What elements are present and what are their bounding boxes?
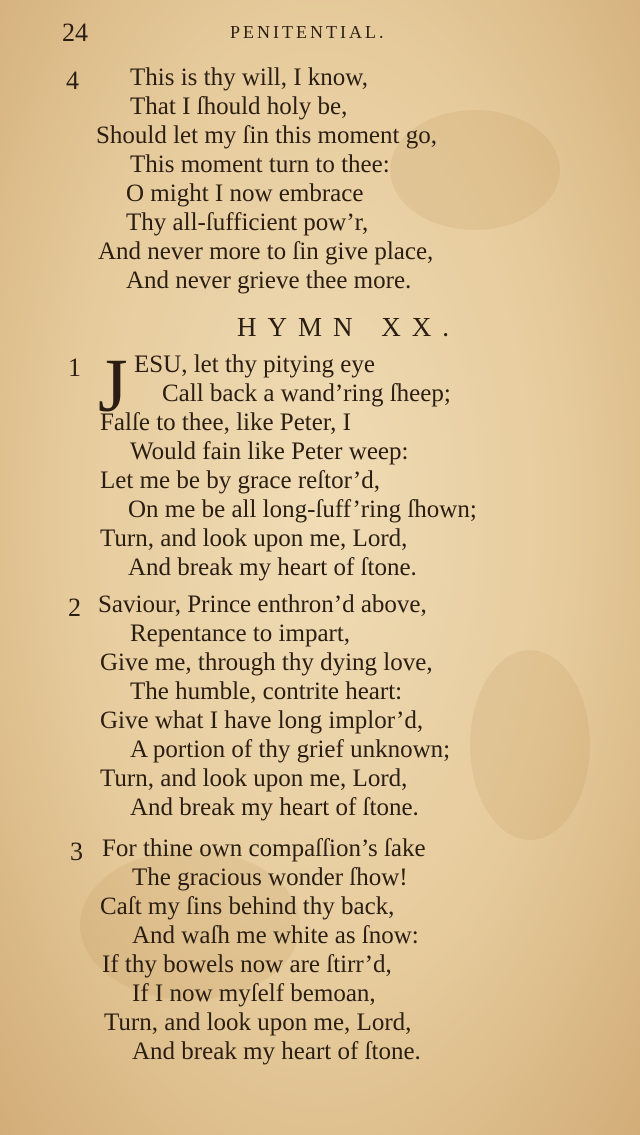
verse-line: And break my heart of ſtone. [130,794,419,821]
verse-line: The gracious wonder ſhow! [132,864,408,891]
hymn-title: HYMN XX. [237,312,460,342]
verse-line: And never more to ſin give place, [98,238,434,265]
verse-line: And waſh me white as ſnow: [132,922,419,949]
verse-line: Let me be by grace reſtor’d, [100,467,380,494]
verse-line: And never grieve thee more. [126,267,412,294]
verse-line: Thy all-ſufficient pow’r, [126,209,369,236]
verse-line: Turn, and look upon me, Lord, [100,525,408,552]
verse-line: And break my heart of ſtone. [128,554,417,581]
verse-line: Caſt my ſins behind thy back, [100,893,395,920]
verse-line: This is thy will, I know, [130,64,368,91]
verse-line: This moment turn to thee: [130,151,390,178]
verse-line: Turn, and look upon me, Lord, [104,1009,412,1036]
stanza-number: 3 [70,837,83,866]
verse-line: Repentance to impart, [130,620,351,647]
verse-line: That I ſhould holy be, [130,93,348,120]
verse-line: If thy bowels now are ſtirr’d, [102,951,392,978]
page-number: 24 [62,18,88,47]
verse-line: Call back a wand’ring ſheep; [162,380,451,407]
running-head: PENITENTIAL. [230,22,387,42]
verse-line: On me be all long-ſuff’ring ſhown; [128,496,477,523]
verse-line: Turn, and look upon me, Lord, [100,765,408,792]
stanza-number: 1 [68,353,81,382]
drop-cap: J [98,344,128,428]
stanza-number: 2 [68,593,81,622]
verse-line: Falſe to thee, like Peter, I [100,409,352,436]
verse-line: Give me, through thy dying love, [100,649,433,676]
verse-line: If I now myſelf bemoan, [132,980,376,1007]
verse-line: A portion of thy grief unknown; [130,736,451,763]
verse-line: The humble, contrite heart: [130,678,403,705]
verse-line: Would fain like Peter weep: [130,438,409,465]
verse-line: And break my heart of ſtone. [132,1038,421,1065]
verse-line: For thine own compaſſion’s ſake [102,835,426,862]
verse-line: Should let my ſin this moment go, [96,122,437,149]
verse-line: ESU, let thy pitying eye [134,351,375,378]
stanza-number: 4 [66,66,79,95]
verse-line: Saviour, Prince enthron’d above, [98,591,427,618]
verse-line: Give what I have long implor’d, [100,707,424,734]
verse-line: O might I now embrace [126,180,364,207]
